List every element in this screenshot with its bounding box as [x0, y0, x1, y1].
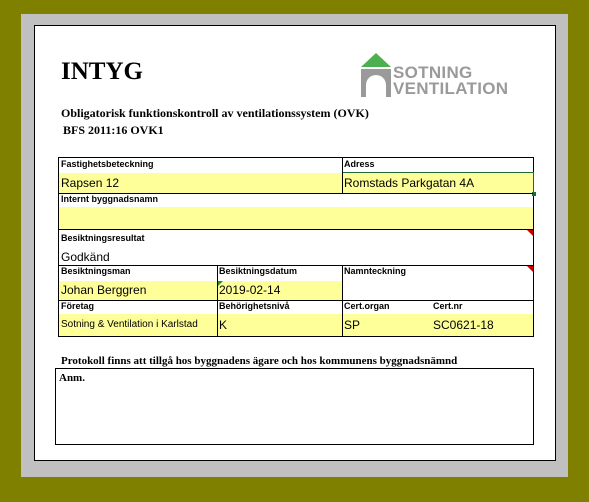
besiktningsman-cell[interactable]: [59, 265, 217, 300]
besiktningsman-value: Johan Berggren: [59, 281, 217, 300]
cert-organ-cell[interactable]: [342, 300, 431, 336]
adress-value: Romstads Parkgatan 4A: [342, 173, 533, 193]
fastighetsbeteckning-value: Rapsen 12: [59, 173, 342, 193]
column-divider: [217, 265, 218, 336]
logo-text-sotning: SOTNING: [393, 63, 473, 82]
row-divider: [59, 300, 533, 301]
behorighetsniva-value: K: [217, 314, 342, 336]
besiktningsdatum-value: 2019-02-14: [217, 281, 342, 300]
cert-nr-label: Cert.nr: [433, 301, 463, 311]
besiktningsresultat-label: Besiktningsresultat: [61, 233, 145, 243]
protokoll-notice: Protokoll finns att tillgå hos byggnadens ägare och hos kommunens byggnadsnämnd: [61, 355, 458, 367]
logo-text-ventilation: VENTILATION: [393, 79, 509, 98]
document-regulation: BFS 2011:16 OVK1: [63, 123, 164, 137]
anm-field[interactable]: [55, 368, 534, 445]
document-subtitle: Obligatorisk funktionskontroll av ventilationssystem (OVK): [61, 106, 369, 120]
fastighetsbeteckning-label: Fastighetsbeteckning: [61, 159, 154, 169]
selected-cell-outline: [342, 172, 534, 194]
house-logo-icon: [361, 53, 391, 99]
internt-byggnadsnamn-value: [59, 207, 533, 229]
internt-byggnadsnamn-label: Internt byggnadsnamn: [61, 194, 159, 204]
cert-organ-value: SP: [342, 314, 431, 336]
behorighetsniva-label: Behörighetsnivå: [219, 301, 290, 311]
internt-byggnadsnamn-cell[interactable]: [59, 193, 533, 229]
namnteckning-label: Namnteckning: [344, 266, 407, 276]
anm-label: Anm.: [59, 372, 85, 384]
namnteckning-value: [342, 281, 533, 300]
besiktningsresultat-value: Godkänd: [59, 249, 533, 265]
besiktningsdatum-cell[interactable]: [217, 265, 342, 300]
besiktningsresultat-cell[interactable]: [59, 229, 533, 265]
company-logo: [361, 51, 531, 101]
column-divider: [342, 265, 343, 336]
foretag-value: Sotning & Ventilation i Karlstad: [59, 314, 217, 336]
adress-label: Adress: [344, 159, 375, 169]
comment-marker-icon: [527, 230, 533, 236]
row-divider: [59, 265, 533, 266]
certificate-form: [58, 157, 534, 337]
comment-marker-icon: [527, 266, 533, 272]
cert-nr-value: SC0621-18: [431, 314, 533, 336]
foretag-label: Företag: [61, 301, 95, 311]
namnteckning-cell[interactable]: [342, 265, 533, 300]
besiktningsman-label: Besiktningsman: [61, 266, 131, 276]
column-divider: [342, 158, 343, 193]
fastighetsbeteckning-cell[interactable]: [59, 158, 342, 193]
date-marker-icon: [218, 281, 223, 286]
row-divider: [59, 229, 533, 230]
document-title: INTYG: [61, 58, 143, 85]
cert-organ-label: Cert.organ: [344, 301, 390, 311]
certificate-sheet: [34, 25, 556, 461]
cert-nr-cell[interactable]: [431, 300, 533, 336]
besiktningsdatum-label: Besiktningsdatum: [219, 266, 298, 276]
behorighetsniva-cell[interactable]: [217, 300, 342, 336]
row-divider: [59, 193, 533, 194]
foretag-cell[interactable]: [59, 300, 217, 336]
